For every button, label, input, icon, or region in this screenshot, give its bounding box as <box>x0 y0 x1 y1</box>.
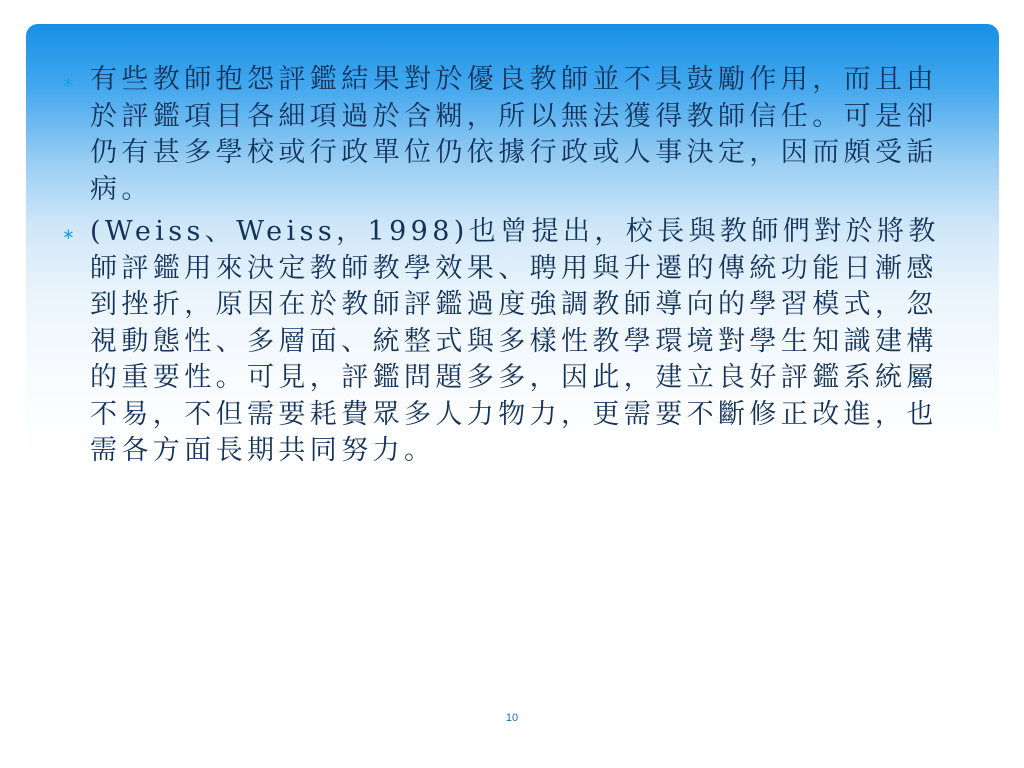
bullet-text: 有些教師抱怨評鑑結果對於優良教師並不具鼓勵作用，而且由於評鑑項目各細項過於含糊，所以無法獲得教師信任。可是卻仍有甚多學校或行政單位仍依據行政或人事決定，因而頗受詬病。 <box>90 64 938 205</box>
asterisk-bullet-icon: ∗ <box>62 225 75 243</box>
slide-content <box>62 62 962 476</box>
bullet-text: (Weiss、Weiss，1998)也曾提出，校長與教師們對於將教師評鑑用來決定教師教學效果、聘用與升遷的傳統功能日漸感到挫折，原因在於教師評鑑過度強調教師導向的學習模式，忽視動態性、多層面、統整式與多樣性教學環境對學生知識建構的重要性。可見，評鑑問題多多，因此，建立良好評鑑系統屬不易，不但需要耗費眾多人力物力，更需要不斷修正改進，也需各方面長期共同努力。 <box>90 216 940 466</box>
asterisk-bullet-icon: ∗ <box>62 73 75 91</box>
bullet-item <box>62 214 962 470</box>
page-number: 10 <box>505 712 519 724</box>
bullet-item <box>62 62 962 208</box>
